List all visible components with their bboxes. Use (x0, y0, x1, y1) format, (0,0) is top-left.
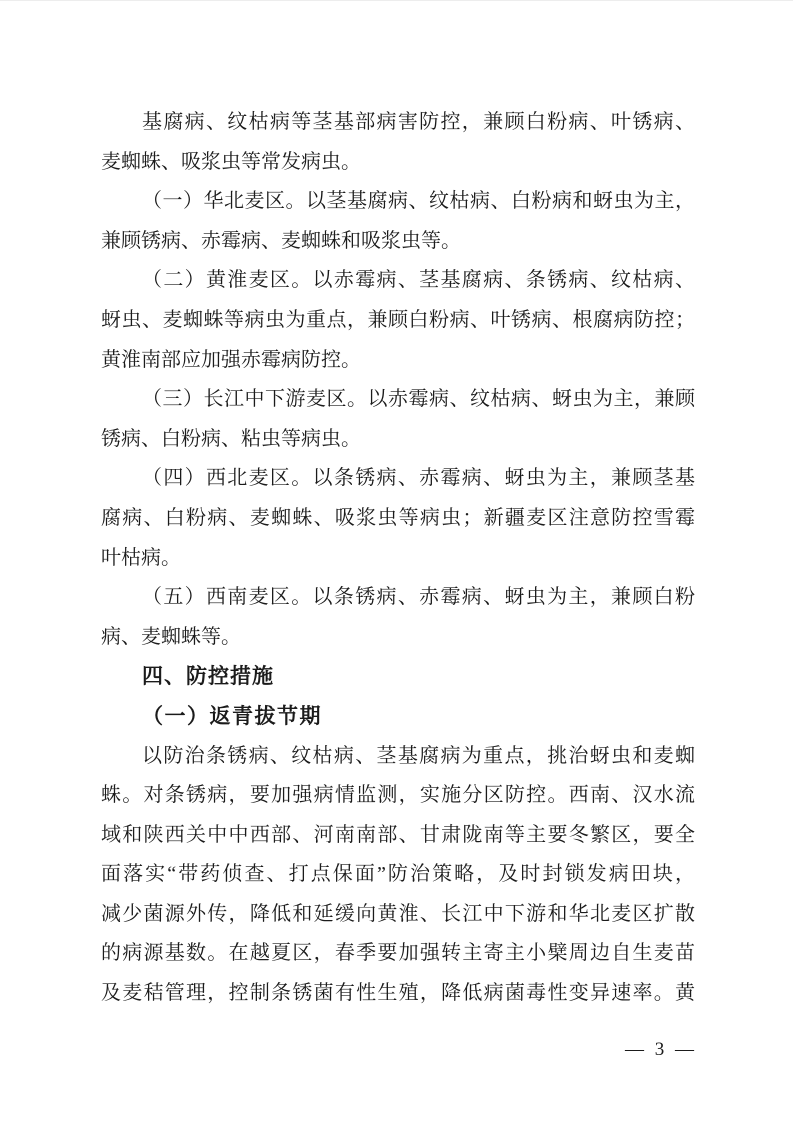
page-number: — 3 — (625, 1039, 697, 1060)
text-line: 及麦秸管理，控制条锈菌有性生殖，降低病菌毒性变异速率。黄 (101, 982, 695, 1005)
text-line: （四）西北麦区。以条锈病、赤霉病、蚜虫为主，兼顾茎基 (142, 467, 695, 490)
text-line: 蛛。对条锈病，要加强病情监测，实施分区防控。西南、汉水流 (101, 784, 695, 807)
text-line: （一）华北麦区。以茎基腐病、纹枯病、白粉病和蚜虫为主， (142, 190, 695, 213)
text-line: （三）长江中下游麦区。以赤霉病、纹枯病、蚜虫为主，兼顾 (142, 388, 695, 411)
page-footer (625, 1039, 697, 1061)
section-heading: 四、防控措施 (142, 665, 274, 689)
text-line: （二）黄淮麦区。以赤霉病、茎基腐病、条锈病、纹枯病、 (142, 269, 695, 292)
text-line: 腐病、白粉病、麦蜘蛛、吸浆虫等病虫；新疆麦区注意防控雪霉 (101, 506, 695, 529)
text-line: 黄淮南部应加强赤霉病防控。 (101, 348, 361, 371)
text-line: 病、麦蜘蛛等。 (101, 625, 241, 648)
text-line: （五）西南麦区。以条锈病、赤霉病、蚜虫为主，兼顾白粉 (142, 586, 695, 609)
text-line: 以防治条锈病、纹枯病、茎基腐病为重点，挑治蚜虫和麦蜘 (142, 744, 695, 767)
text-line: 叶枯病。 (101, 546, 181, 569)
text-line: 锈病、白粉病、粘虫等病虫。 (101, 427, 361, 450)
text-line: 蚜虫、麦蜘蛛等病虫为重点，兼顾白粉病、叶锈病、根腐病防控； (101, 308, 695, 331)
text-line: 面落实“带药侦查、打点保面”防治策略，及时封锁发病田块， (101, 863, 695, 886)
document-body (101, 103, 695, 1014)
text-line: 麦蜘蛛、吸浆虫等常发病虫。 (101, 150, 361, 173)
text-line: 域和陕西关中中西部、河南南部、甘肃陇南等主要冬繁区，要全 (101, 823, 695, 846)
subsection-heading: （一）返青拔节期 (142, 703, 322, 728)
text-line: 兼顾锈病、赤霉病、麦蜘蛛和吸浆虫等。 (101, 229, 461, 252)
text-line: 的病源基数。在越夏区，春季要加强转主寄主小檗周边自生麦苗 (101, 942, 695, 965)
text-line: 基腐病、纹枯病等茎基部病害防控，兼顾白粉病、叶锈病、 (142, 111, 695, 133)
text-line: 减少菌源外传，降低和延缓向黄淮、长江中下游和华北麦区扩散 (101, 902, 695, 925)
